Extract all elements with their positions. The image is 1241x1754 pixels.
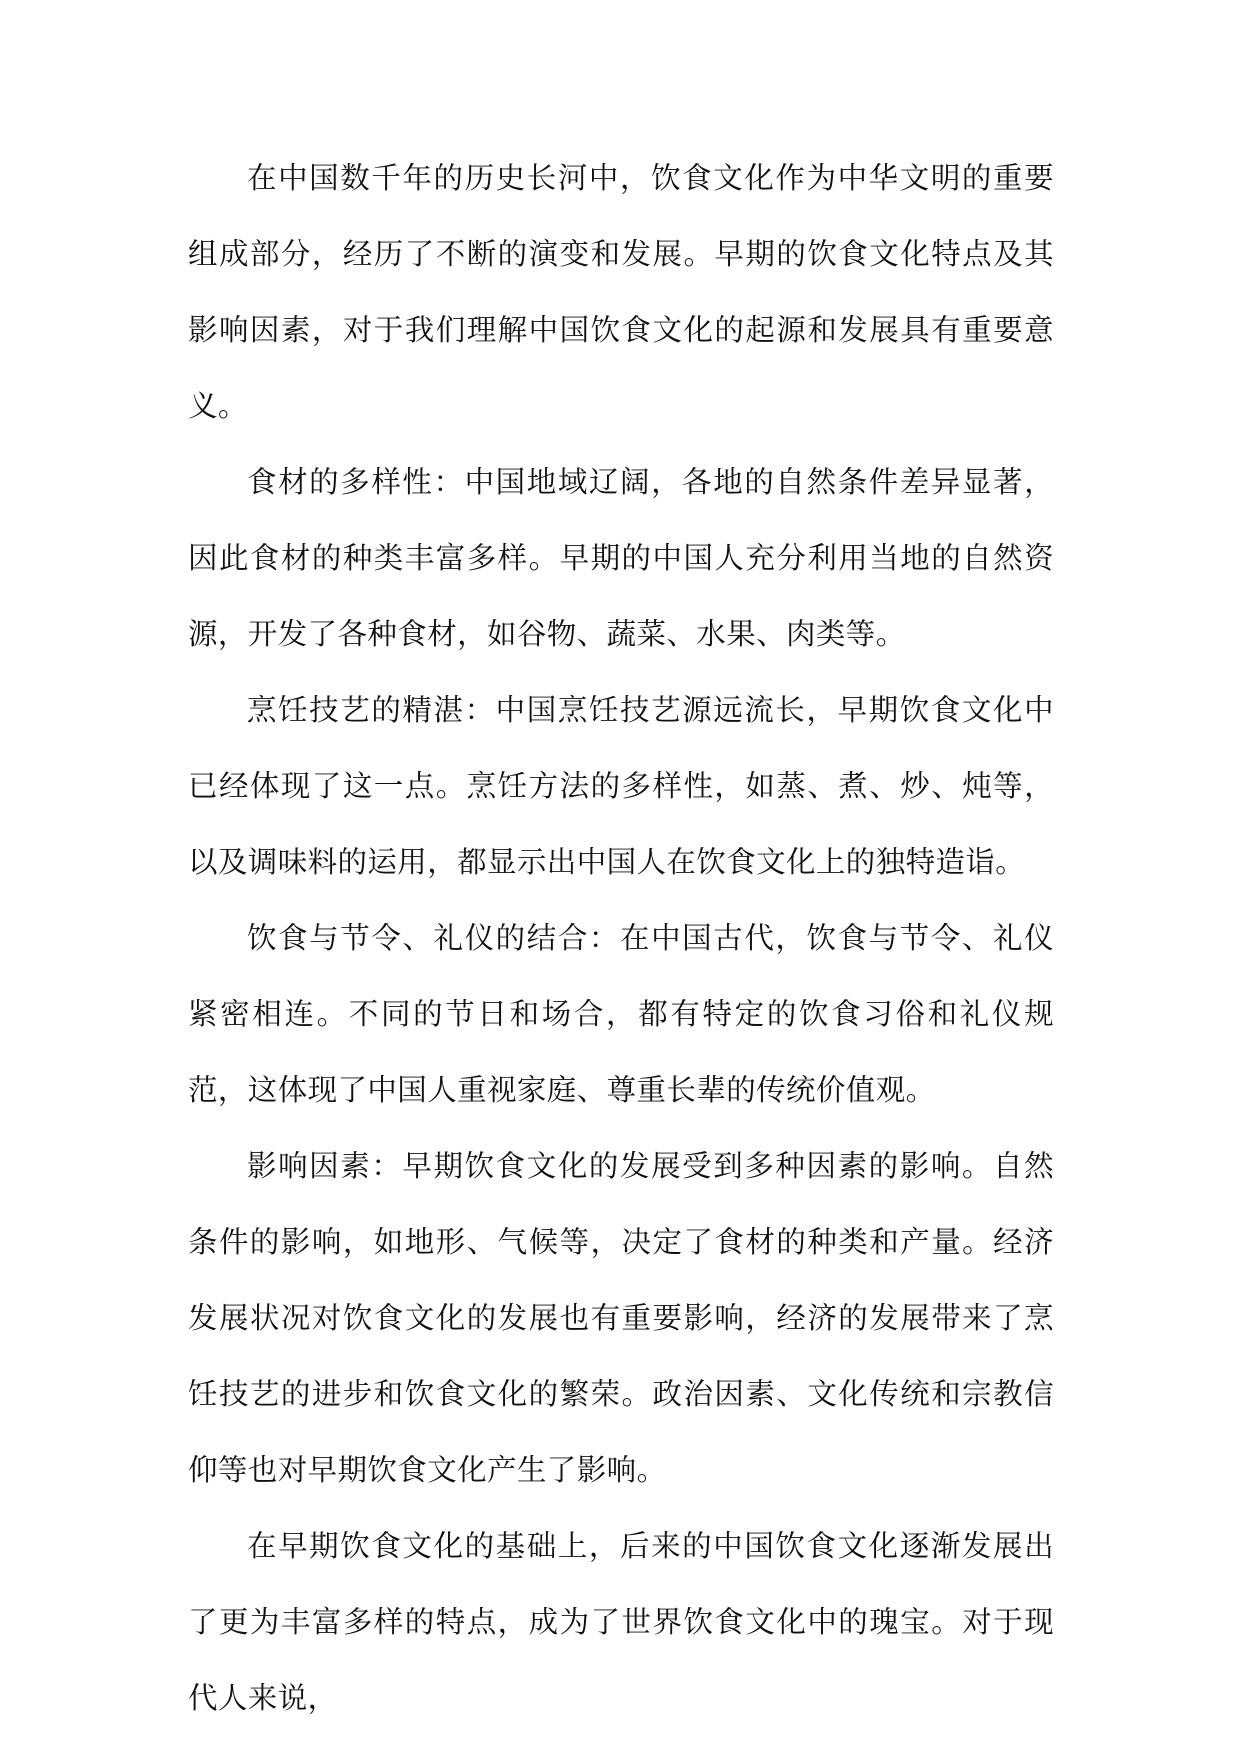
paragraph-festivals-etiquette: 饮食与节令、礼仪的结合：在中国古代，饮食与节令、礼仪紧密相连。不同的节日和场合，都有特定的饮食习俗和礼仪规范，这体现了中国人重视家庭、尊重长辈的传统价值观。 (188, 921, 1054, 1107)
paragraph-intro: 在中国数千年的历史长河中，饮食文化作为中华文明的重要组成部分，经历了不断的演变和发展。早期的饮食文化特点及其影响因素，对于我们理解中国饮食文化的起源和发展具有重要意义。 (188, 161, 1054, 423)
paragraph-ingredient-diversity: 食材的多样性：中国地域辽阔，各地的自然条件差异显著，因此食材的种类丰富多样。早期的中国人充分利用当地的自然资源，开发了各种食材，如谷物、蔬菜、水果、肉类等。 (188, 465, 1054, 651)
paragraph-later-development: 在早期饮食文化的基础上，后来的中国饮食文化逐渐发展出了更为丰富多样的特点，成为了世界饮食文化中的瑰宝。对于现代人来说， (188, 1529, 1054, 1715)
document-body (188, 140, 1054, 1736)
paragraph-influencing-factors: 影响因素：早期饮食文化的发展受到多种因素的影响。自然条件的影响，如地形、气候等，决定了食材的种类和产量。经济发展状况对饮食文化的发展也有重要影响，经济的发展带来了烹饪技艺的进步和饮食文化的繁荣。政治因素、文化传统和宗教信仰等也对早期饮食文化产生了影响。 (188, 1149, 1054, 1487)
paragraph-cooking-skills: 烹饪技艺的精湛：中国烹饪技艺源远流长，早期饮食文化中已经体现了这一点。烹饪方法的多样性，如蒸、煮、炒、炖等，以及调味料的运用，都显示出中国人在饮食文化上的独特造诣。 (188, 693, 1054, 879)
